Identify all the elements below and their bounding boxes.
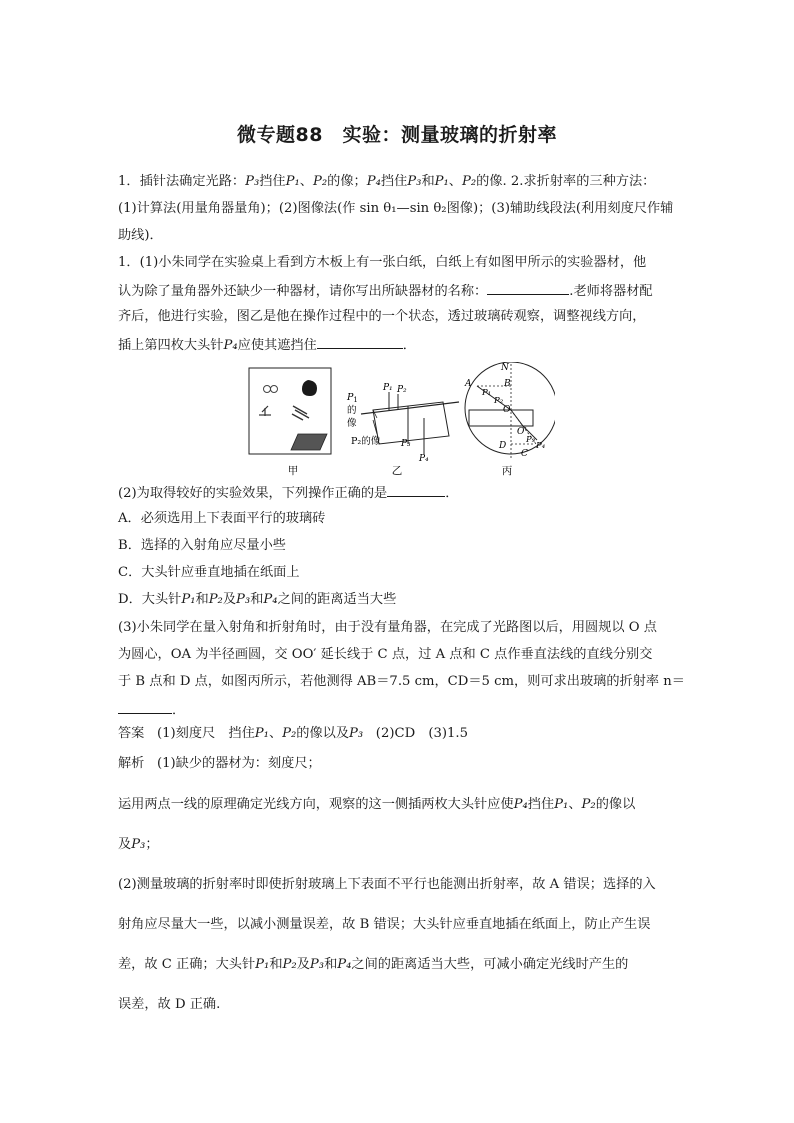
analysis-line-6 [118,956,683,974]
label-d: D [499,441,507,451]
symbol: P₁ [181,592,196,607]
answer-line [118,725,683,743]
label-p1-image: $P_1$ 的 像 [347,392,358,429]
question-text: .老师将器材配 [569,284,653,299]
question-text: ． [172,703,186,718]
figure-yi [346,383,459,464]
option-c: C．大头针应垂直地插在纸面上 [118,565,300,580]
analysis-text: 及 [296,957,310,972]
analysis-text: 、 [568,797,582,812]
symbol: P₁ [255,957,270,972]
label-p2: P₂ [397,385,407,395]
summary-line-3: 助线)． [118,228,163,243]
symbol: P₄ [337,957,352,972]
symbol: P₁ [285,174,300,189]
symbol: P₄ [223,338,238,353]
label-p4: P₄ [536,441,546,451]
analysis-text: 及 [118,837,132,852]
analysis-text: 之间的距离适当大些，可减小确定光线时产生的 [351,957,629,972]
analysis-text: (1)缺少的器材为：刻度尺； [156,756,321,771]
question-1-line-4 [118,335,683,355]
symbol: P₁ [554,797,569,812]
question-3-line-1: (3)小朱同学在量入射角和折射角时，由于没有量角器，在完成了光路图以后，用圆规以 O 点 [118,620,657,635]
summary-text: 1．插针法确定光路： [118,174,246,189]
question-text: 之间的距离适当大些 [277,592,397,607]
answer-text: (2)CD (3)1.5 [375,726,468,741]
question-1-line-1: 1．(1)小朱同学在实验桌上看到方木板上有一张白纸，白纸上有如图甲所示的实验器材，他 [118,255,647,270]
label-c: C [521,449,528,459]
summary-text: 的像. 2.求折射率的三种方法： [476,174,656,189]
answer-text: 、 [268,726,283,741]
pin-head [271,386,278,393]
question-3-line-2: 为圆心，OA 为半径画圆，交 OO′ 延长线于 C 点，过 A 点和 C 点作垂直法线的直线分别交 [118,647,653,662]
label-p2-image: P₂的像 [351,436,381,447]
answer-text: (1)刻度尺 挡住 [156,726,255,741]
answer-label: 答案 [118,726,145,741]
symbol: P₄ [366,174,381,189]
summary-text: 挡住 [380,174,408,189]
summary-line-1 [118,173,683,191]
analysis-text: 挡住 [527,797,555,812]
question-3-line-4 [118,700,683,720]
pin-head [264,386,271,393]
symbol: P₂ [581,797,596,812]
question-text: D．大头针 [118,592,182,607]
summary-text: 、 [448,174,462,189]
question-text: 插上第四枚大头针 [118,338,224,353]
option-a: A．必须选用上下表面平行的玻璃砖 [118,511,326,526]
question-text: ． [402,338,416,353]
symbol: P₂ [312,174,328,189]
analysis-text: 和 [324,957,338,972]
analysis-text: 差，故 C 正确；大头针 [118,957,256,972]
symbol: P₃ [309,957,325,972]
label-o: O [503,405,511,415]
symbol: P₃ [407,174,422,189]
summary-text: 的像； [327,174,367,189]
label-n: N [501,363,509,373]
label-p2: P₂ [494,396,504,406]
analysis-line-7: 误差，故 D 正确. [118,997,221,1012]
question-text: 和 [195,592,209,607]
caption-bing: 丙 [501,465,513,477]
label-p3: P₃ [401,439,411,449]
answer-text: 的像以及 [296,726,350,741]
symbol: P₄ [513,797,528,812]
glass-brick-icon [291,434,327,450]
experiment-figures [245,362,555,480]
question-2-stem [118,483,683,503]
summary-text: 和 [421,174,435,189]
analysis-text: 和 [269,957,283,972]
label-a: A [465,379,472,389]
question-3-line-3: 于 B 点和 D 点，如图丙所示，若他测得 AB＝7.5 cm，CD＝5 cm，则可求出玻璃的折射率 n＝ [118,674,685,689]
answer-blank [317,335,403,349]
question-1-line-3: 齐后，他进行实验，图乙是他在操作过程中的一个状态，透过玻璃砖观察，调整视线方向， [118,309,646,324]
question-text: 应使其遮挡住 [237,338,317,353]
answer-blank [387,483,445,497]
symbol: P₃ [245,174,260,189]
label-b: B [504,379,511,389]
caption-yi: 乙 [391,465,403,477]
question-1-line-2 [118,281,683,301]
analysis-line-2 [118,796,683,814]
label-p1: P₁ [383,383,393,393]
symbol: P₂ [208,592,223,607]
label-p3: P₃ [526,435,536,445]
analysis-line-3 [118,836,683,854]
analysis-line-5: 射角应尽量大一些，以减小测量误差，故 B 错误；大头针应垂直地插在纸面上，防止产生误 [118,917,651,932]
symbol: P₄ [263,592,278,607]
question-text: 认为除了量角器外还缺少一种器材，请你写出所缺器材的名称： [118,284,488,299]
label-o-prime: O′ [517,427,527,437]
symbol: P₁ [434,174,449,189]
figure-jia [249,368,331,454]
symbol: P₂ [461,174,477,189]
symbol: P₂ [282,957,297,972]
symbol: P₃ [236,592,251,607]
option-d [118,591,683,609]
symbol: P₃ [131,837,146,852]
question-text: (2)为取得较好的实验效果，下列操作正确的是 [118,486,388,501]
option-b: B．选择的入射角应尽量小些 [118,538,286,553]
label-p4: P₄ [419,454,429,464]
analysis-line-1 [118,755,683,773]
symbol: P₃ [349,726,364,741]
question-text: ． [445,486,459,501]
figure-bing [464,362,555,460]
answer-blank [118,700,172,714]
question-text: 和 [250,592,264,607]
analysis-line-4: (2)测量玻璃的折射率时即使折射玻璃上下表面不平行也能测出折射率，故 A 错误；选择的入 [118,877,656,892]
question-text: 及 [222,592,237,607]
analysis-text: 的像以 [595,797,636,812]
analysis-label: 解析 [118,756,145,771]
label-p1: P₁ [482,388,492,398]
summary-text: 、 [299,174,313,189]
symbol: P₁ [254,726,269,741]
caption-jia: 甲 [287,465,299,477]
analysis-text: ； [145,837,159,852]
page-title: 微专题88 实验：测量玻璃的折射率 [237,124,557,146]
summary-text: 挡住 [259,174,286,189]
symbol: P₂ [282,726,297,741]
answer-blank [487,281,569,295]
summary-line-2: (1)计算法(用量角器量角)；(2)图像法(作 sin θ₁—sin θ₂图像)；(3)辅助线段法(利用刻度尺作辅 [118,201,674,216]
analysis-text: 运用两点一线的原理确定光线方向，观察的这一侧插两枚大头针应使 [118,797,514,812]
ink-bottle-icon [302,380,317,396]
